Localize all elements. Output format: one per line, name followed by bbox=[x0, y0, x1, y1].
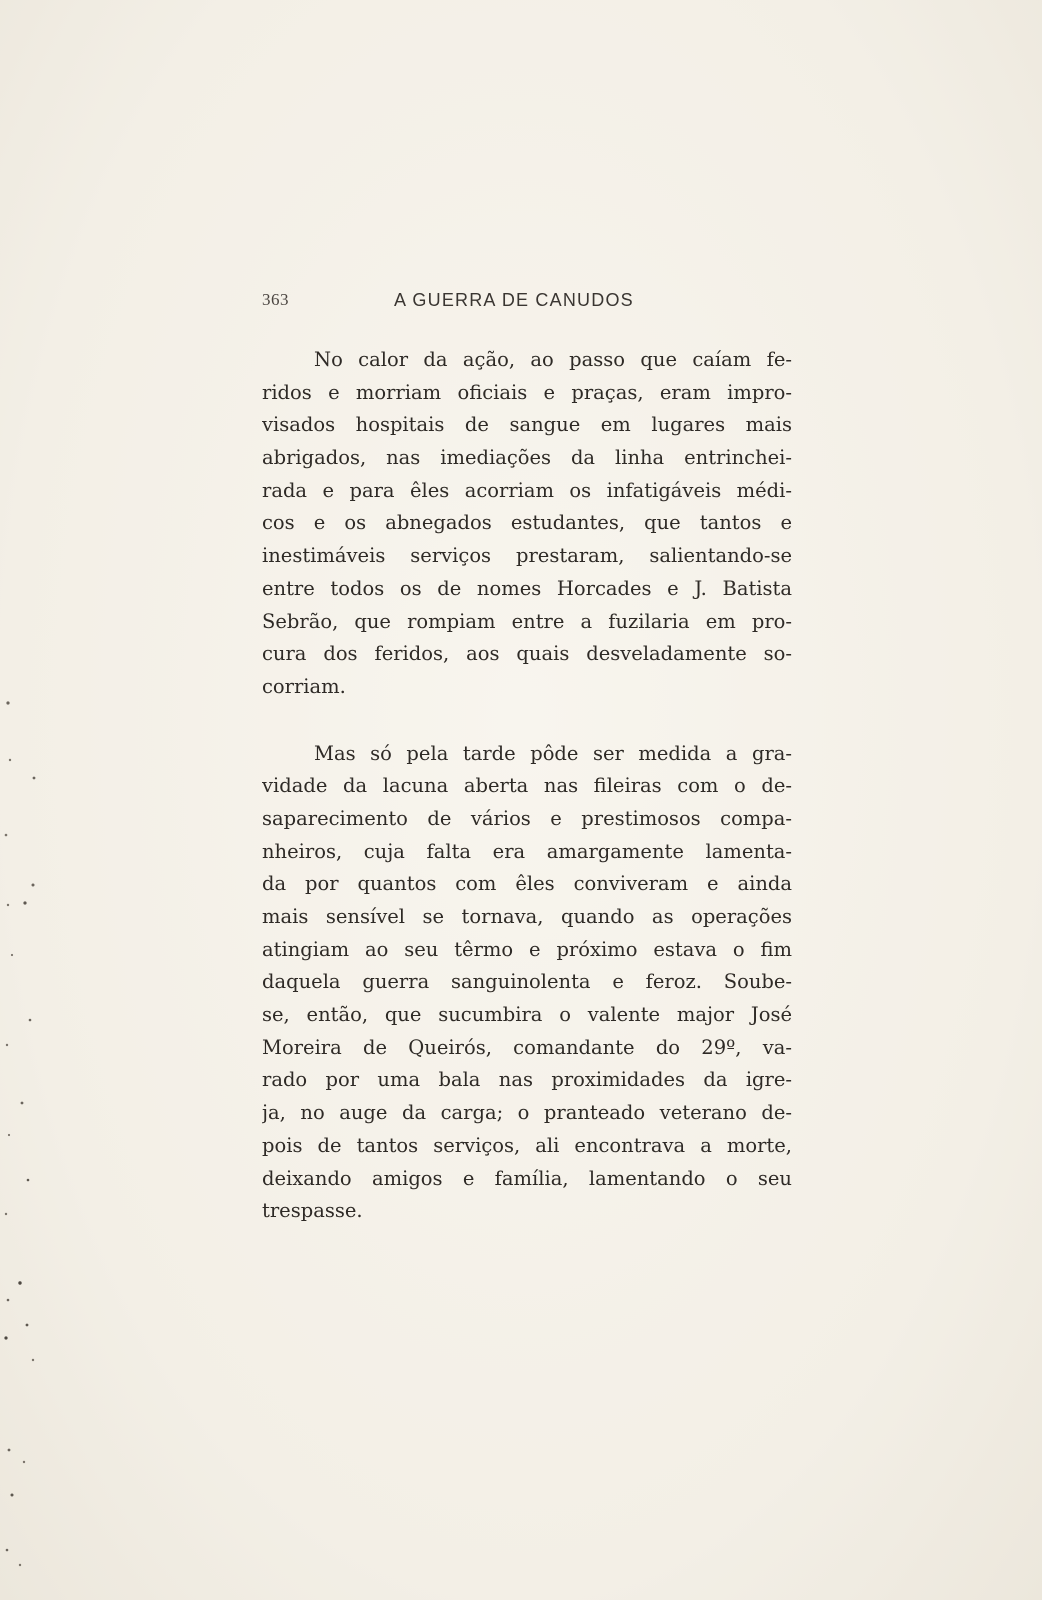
text-line: cura dos feridos, aos quais desveladamente so- bbox=[262, 642, 792, 666]
text-line: da por quantos com êles conviveram e ainda bbox=[262, 872, 792, 896]
text-line: vidade da lacuna aberta nas fileiras com o de- bbox=[262, 774, 792, 798]
text-line: deixando amigos e família, lamentando o seu bbox=[262, 1166, 792, 1190]
text-line: daquela guerra sanguinolenta e feroz. Soube- bbox=[262, 970, 792, 994]
text-line: No calor da ação, ao passo que caíam fe- bbox=[314, 348, 792, 371]
running-title: A GUERRA DE CANUDOS bbox=[394, 290, 634, 310]
text-line: ja, no auge da carga; o pranteado veterano de- bbox=[262, 1101, 792, 1125]
text-line: corriam. bbox=[262, 674, 346, 698]
page-number: 363 bbox=[262, 290, 289, 309]
text-line: inestimáveis serviços prestaram, salientando-se bbox=[262, 544, 792, 568]
text-line: trespasse. bbox=[262, 1199, 363, 1223]
page-header bbox=[262, 290, 802, 314]
text-line: Mas só pela tarde pôde ser medida a gra- bbox=[314, 741, 792, 765]
text-line: rado por uma bala nas proximidades da igre- bbox=[262, 1068, 792, 1092]
text-line: nheiros, cuja falta era amargamente lamenta- bbox=[262, 839, 792, 863]
text-line: atingiam ao seu têrmo e próximo estava o fim bbox=[262, 937, 792, 961]
text-line: Moreira de Queirós, comandante do 29º, va- bbox=[262, 1035, 792, 1059]
page-edge-specks bbox=[0, 0, 40, 1600]
paragraph-1 bbox=[262, 344, 792, 704]
text-line: se, então, que sucumbira o valente major José bbox=[262, 1003, 792, 1027]
text-line: saparecimento de vários e prestimosos compa- bbox=[262, 806, 792, 830]
text-line: mais sensível se tornava, quando as operações bbox=[262, 905, 792, 928]
text-line: cos e os abnegados estudantes, que tantos e bbox=[262, 511, 792, 535]
text-line: ridos e morriam oficiais e praças, eram impro- bbox=[262, 380, 792, 404]
text-line: rada e para êles acorriam os infatigáveis médi- bbox=[262, 478, 792, 502]
paragraph-2 bbox=[262, 738, 792, 1228]
text-line: abrigados, nas imediações da linha entrinchei- bbox=[262, 446, 792, 470]
text-line: Sebrão, que rompiam entre a fuzilaria em pro- bbox=[262, 609, 792, 633]
body-text bbox=[262, 344, 792, 1228]
text-line: pois de tantos serviços, ali encontrava a morte, bbox=[262, 1133, 792, 1157]
text-line: entre todos os de nomes Horcades e J. Batista bbox=[262, 576, 792, 600]
text-line: visados hospitais de sangue em lugares mais bbox=[262, 413, 792, 437]
